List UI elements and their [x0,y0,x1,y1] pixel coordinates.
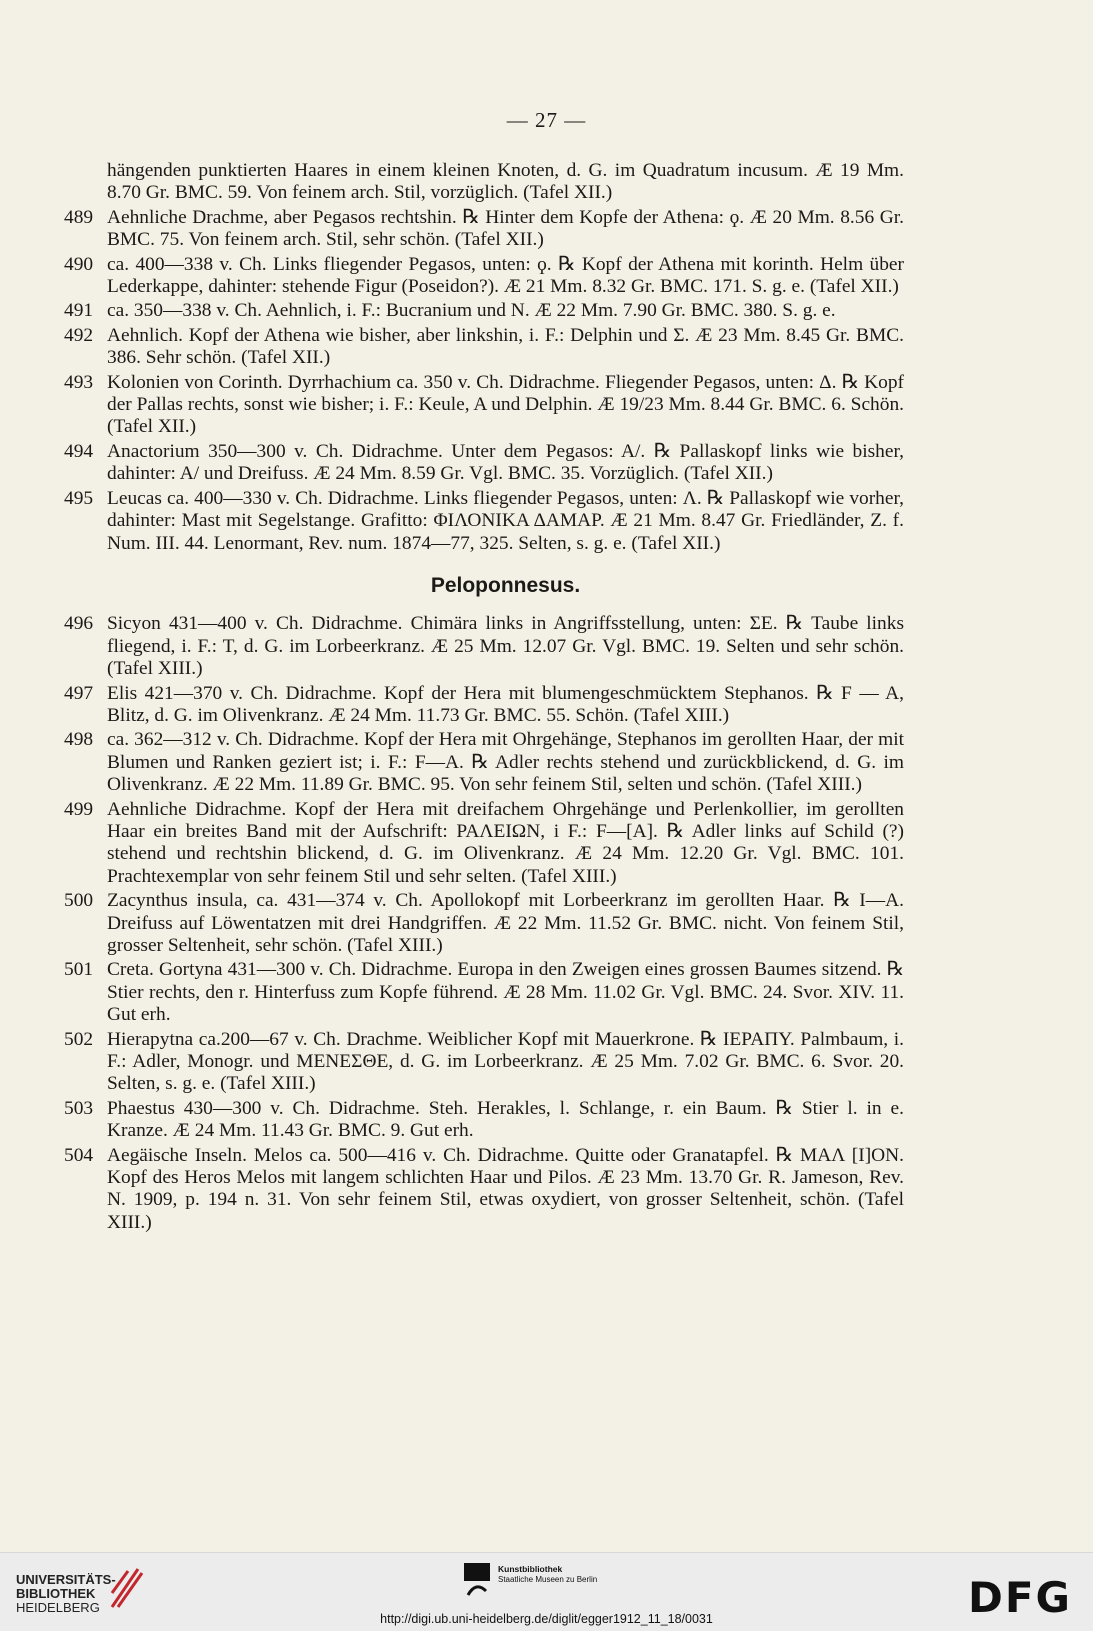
entry-text: Aehnlich. Kopf der Athena wie bisher, aber linkshin, i. F.: Delphin und Σ. Æ 23 Mm. 8.45 Gr. BMC. 386. Sehr schön. (Tafel XII.) [107,324,904,369]
library-line-2: BIBLIOTHEK [16,1586,96,1601]
entry-number: 504 [64,1144,94,1166]
section-heading: Peloponnesus. [430,573,581,597]
ub-heidelberg-label [16,1573,116,1615]
entry-text: Phaestus 430—300 v. Ch. Didrachme. Steh. Herakles, l. Schlange, r. ein Baum. ℞ Stier l. in e. Kranze. Æ 24 Mm. 11.43 Gr. BMC. 9. Gut erh. [107,1097,904,1142]
entry-number: 492 [64,324,94,346]
entries-bottom [64,613,904,1234]
entry-text: Aegäische Inseln. Melos ca. 500—416 v. Ch. Didrachme. Quitte oder Granatapfel. ℞ ΜΑΛ [Ι]ΟΝ. Kopf des Heros Melos mit langem schlichten Haar und Pilos. Æ 23 Mm. 13.70 Gr. R. Jameson, Rev. N. 1909, p. 194 n. 31. Von sehr feinem Stil, etwas oxydiert, von grosser Seltenheit, schön. (Tafel XIII.) [107,1144,904,1233]
page-number: — 27 — [506,108,587,132]
library-line-1: UNIVERSITÄTS- [16,1572,116,1587]
entry-text: Hierapytna ca.200—67 v. Ch. Drachme. Weiblicher Kopf mit Mauerkrone. ℞ ΙΕΡΑΠΥ. Palmbaum, i. F.: Adler, Monogr. und ΜΕΝΕΣΘΕ, d. G. im Lorbeerkranz. Æ 25 Mm. 7.02 Gr. BMC. 6. Svor. 20. Selten, s. g. e. (Tafel XIII.) [107,1028,904,1095]
catalogue-entry [64,160,904,205]
entry-number: 489 [64,206,94,228]
ub-heidelberg-logo-icon [108,1563,144,1611]
entry-number: 497 [64,682,94,704]
catalogue-entry [64,890,904,957]
catalogue-entry [64,300,904,322]
catalogue-entry [64,1098,904,1143]
library-line-3: HEIDELBERG [16,1600,100,1615]
entry-text: Elis 421—370 v. Ch. Didrachme. Kopf der Hera mit blumengeschmücktem Stephanos. ℞ F — A, Blitz, d. G. im Olivenkranz. Æ 24 Mm. 11.73 Gr. BMC. 55. Schön. (Tafel XIII.) [107,682,904,726]
kb-line-2: Staatliche Museen zu Berlin [498,1575,598,1584]
entry-number: 490 [64,253,94,275]
entry-number: 499 [64,798,94,820]
catalogue-entry [64,441,904,486]
dfg-logo: DFG [968,1573,1073,1622]
catalogue-text [64,160,904,1236]
entry-text: hängenden punktierten Haares in einem kleinen Knoten, d. G. im Quadratum incusum. Æ 19 Mm. 8.70 Gr. BMC. 59. Von feinem arch. Stil, vorzüglich. (Tafel XII.) [107,160,904,204]
entry-text: ca. 362—312 v. Ch. Didrachme. Kopf der Hera mit Ohrgehänge, Stephanos im gerollten Haar, der mit Blumen und Ranken geziert ist; i. F.: F—A. ℞ Adler rechts stehend und zurückblickend, d. G. im Olivenkranz. Æ 22 Mm. 11.89 Gr. BMC. 95. Von sehr feinem Stil, selten und schön. (Tafel XIII.) [107,729,904,796]
catalogue-entry [64,372,904,439]
catalogue-entry [64,1029,904,1096]
digitization-footer [0,1552,1093,1631]
catalogue-entry [64,325,904,370]
entry-text: ca. 400—338 v. Ch. Links fliegender Pegasos, unten: ϙ. ℞ Kopf der Athena mit korinth. Helm über Lederkappe, dahinter: stehende Figur (Poseidon?). Æ 21 Mm. 8.32 Gr. BMC. 171. S. g. e. (Tafel XII.) [107,253,904,298]
catalogue-entry [64,683,904,728]
entry-number: 491 [64,300,94,322]
kunstbibliothek-label [498,1564,597,1585]
catalogue-entry [64,729,904,796]
entry-text: Aehnliche Drachme, aber Pegasos rechtshin. ℞ Hinter dem Kopfe der Athena: ϙ. Æ 20 Mm. 8.56 Gr. BMC. 75. Von feinem arch. Stil, sehr schön. (Tafel XII.) [107,206,904,251]
catalogue-entry [64,613,904,680]
entry-text: Sicyon 431—400 v. Ch. Didrachme. Chimära links in Angriffsstellung, unten: ΣΕ. ℞ Taube links fliegend, i. F.: T, d. G. im Lorbeerkranz. Æ 25 Mm. 12.07 Gr. Vgl. BMC. 19. Selten und sehr schön. (Tafel XIII.) [107,613,904,680]
entry-number: 498 [64,729,94,751]
permalink-url[interactable]: http://digi.ub.uni-heidelberg.de/diglit/egger1912_11_18/0031 [380,1612,713,1626]
entry-text: Aehnliche Didrachme. Kopf der Hera mit dreifachem Ohrgehänge und Perlenkollier, im gerollten Haar ein breites Band mit der Aufschrift: ΡΑΛΕΙΩΝ, i F.: F—[A]. ℞ Adler links auf Schild (?) stehend und rechtshin blickend, d. G. im Olivenkranz. Æ 24 Mm. 12.20 Gr. Vgl. BMC. 101. Prachtexemplar von sehr feinem Stil und sehr selten. (Tafel XIII.) [107,798,904,887]
catalogue-entry [64,799,904,889]
entry-text: Zacynthus insula, ca. 431—374 v. Ch. Apollokopf mit Lorbeerkranz im gerollten Haar. ℞ I—A. Dreifuss auf Löwentatzen mit drei Handgriffen. Æ 22 Mm. 11.52 Gr. BMC. nicht. Von feinem Stil, grosser Seltenheit, sehr schön. (Tafel XIII.) [107,890,904,956]
kb-line-1: Kunstbibliothek [498,1564,563,1574]
entry-number: 494 [64,440,94,462]
entry-text: Anactorium 350—300 v. Ch. Didrachme. Unter dem Pegasos: A/. ℞ Pallaskopf links wie bisher, dahinter: A/ und Dreifuss. Æ 24 Mm. 8.59 Gr. Vgl. BMC. 35. Vorzüglich. (Tafel XII.) [107,440,904,485]
entry-number: 500 [64,890,94,912]
entry-number: 502 [64,1028,94,1050]
catalogue-entry [64,959,904,1026]
entry-text: ca. 350—338 v. Ch. Aehnlich, i. F.: Bucranium und N. Æ 22 Mm. 7.90 Gr. BMC. 380. S. g. e. [107,300,836,322]
entry-number: 493 [64,371,94,393]
entry-number: 496 [64,613,94,635]
entry-text: Creta. Gortyna 431—300 v. Ch. Didrachme. Europa in den Zweigen eines grossen Baumes sitzend. ℞ Stier rechts, den r. Hinterfuss zum Kopfe führend. Æ 28 Mm. 11.02 Gr. Vgl. BMC. 24. Svor. XIV. 11. Gut erh. [107,959,904,1026]
catalogue-entry [64,207,904,252]
entry-number: 503 [64,1097,94,1119]
entry-text: Kolonien von Corinth. Dyrrhachium ca. 350 v. Ch. Didrachme. Fliegender Pegasos, unten: Δ. ℞ Kopf der Pallas rechts, sonst wie bisher; i. F.: Keule, A und Delphin. Æ 19/23 Mm. 8.44 Gr. BMC. 6. Schön. (Tafel XII.) [107,371,904,438]
entry-number: 501 [64,959,94,981]
entry-number: 495 [64,487,94,509]
catalogue-entry [64,254,904,299]
entries-top [64,160,904,555]
catalogue-entry [64,488,904,555]
entry-text: Leucas ca. 400—330 v. Ch. Didrachme. Links fliegender Pegasos, unten: Λ. ℞ Pallaskopf wie vorher, dahinter: Mast mit Segelstange. Grafitto: ΦΙΛΟΝΙΚΑ ΔΑΜΑΡ. Æ 21 Mm. 8.47 Gr. Friedländer, Z. f. Num. III. 44. Lenormant, Rev. num. 1874—77, 325. Selten, s. g. e. (Tafel XII.) [107,487,904,554]
kunstbibliothek-logo-icon [462,1561,492,1597]
catalogue-entry [64,1145,904,1235]
